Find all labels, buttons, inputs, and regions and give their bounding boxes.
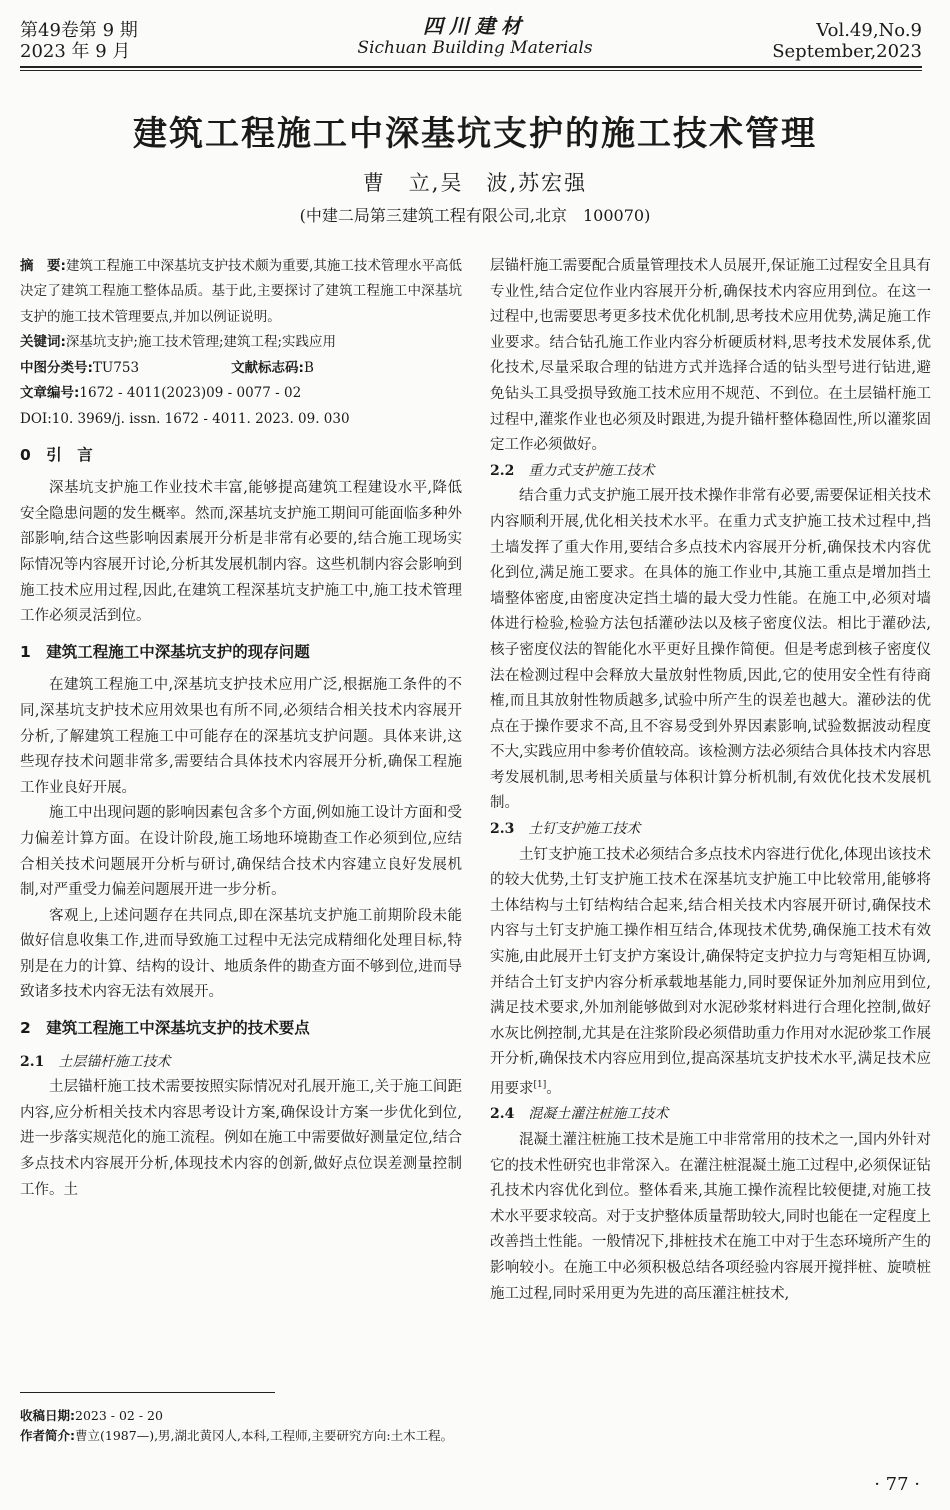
abstract-label: 摘 要: <box>20 258 66 274</box>
page-number: · 77 · <box>874 1474 920 1495</box>
doi-label: DOI: <box>20 411 52 427</box>
keywords-label: 关键词: <box>20 334 66 351</box>
article-no-value: 1672 - 4011(2023)09 - 0077 - 02 <box>79 385 302 402</box>
received-value: 2023 - 02 - 20 <box>75 1408 163 1423</box>
subsection-2-2-paragraph: 结合重力式支护施工展开技术操作非常有必要,需要保证相关技术内容顺利开展,优化相关技术水平。在重力式支护施工技术过程中,挡土墙发挥了重大作用,要结合多点技术内容展开分析,确保技术内容优化到位,满足施工要求。在具体的施工作业中,其施工重点是增加挡土墙整体密度,由密度决定挡土墙的最大受力性能。在施工中,必须对墙体进行检验,检验方法包括灌砂法以及核子密度仪法。相比于灌砂法,核子密度仪法的智能化水平更好且操作简便。但是考虑到核子密度仪法在检测过程中会释放大量放射性物质,因此,它的使用安全性有待商榷,而且其放射性物质越多,试验中所产生的误差也越大。灌砂法的优点在于操作要求不高,且不容易受到外界因素影响,试验数据波动程度不大,实践应用中参考价值较高。该检测方法必须结合具体技术内容思考发展机制,思考相关质量与体积计算分析机制,有效优化技术发展机制。 <box>490 488 931 812</box>
classification-line <box>20 356 462 382</box>
doi-value: 10. 3969/j. issn. 1672 - 4011. 2023. 09. 030 <box>51 411 350 427</box>
clc-value: TU753 <box>92 359 140 376</box>
subsection-2-1-title: 土层锚杆施工技术 <box>58 1053 171 1070</box>
subsection-2-2-title: 重力式支护施工技术 <box>528 462 655 479</box>
abstract-text: 建筑工程施工中深基坑支护技术颇为重要,其施工技术管理水平高低决定了建筑工程施工整体品质。基于此,主要探讨了建筑工程施工中深基坑支护的施工技术管理要点,并加以例证说明。 <box>20 258 462 325</box>
right-column <box>490 254 931 1307</box>
author-bio-text: 曹立(1987—),男,湖北黄冈人,本科,工程师,主要研究方向:土木工程。 <box>75 1428 454 1443</box>
subsection-2-4-title: 混凝土灌注桩施工技术 <box>528 1106 669 1123</box>
doc-code-label: 文献标志码: <box>231 359 304 376</box>
footnote <box>20 1406 468 1446</box>
subsection-2-3-title: 土钉支护施工技术 <box>528 821 641 838</box>
article-number-line <box>20 381 462 407</box>
section-1-paragraph-1: 在建筑工程施工中,深基坑支护技术应用广泛,根据施工条件的不同,深基坑支护技术应用效果也有所不同,必须结合相关技术内容展开分析,了解建筑工程施工中可能存在的深基坑支护问题。具体来讲,这些现存技术问题非常多,需要结合具体技术内容展开分析,确保工程施工作业良好开展。 <box>20 677 462 796</box>
subsection-2-4-heading <box>490 1102 931 1128</box>
header-volume-en <box>772 20 922 62</box>
author-bio-label: 作者简介: <box>20 1428 75 1443</box>
subsection-2-3-heading <box>490 817 931 843</box>
subsection-2-4-paragraph: 混凝土灌注桩施工技术是施工中非常常用的技术之一,国内外针对它的技术性研究也非常深入。在灌注桩混凝土施工过程中,必须保证钻孔技术内容优化到位。整体看来,其施工操作流程比较便捷,对施工技术水平要求较高。对于支护整体质量帮助较大,同时也能在一定程度上改善挡土性能。一般情况下,排桩技术在施工中对于生态环境所产生的影响较小。在施工中必须积极总结各项经验内容展开搅拌桩、旋喷桩施工过程,同时采用更为先进的高压灌注桩技术, <box>490 1132 931 1302</box>
header-rule-thick <box>20 66 922 68</box>
subsection-2-3-paragraph: 土钉支护施工技术必须结合多点技术内容进行优化,体现出该技术的较大优势,土钉支护施工技术在深基坑支护施工中比较常用,能够将土体结构与土钉结构结合起来,结合相关技术内容展开研讨,确保技术内容与土钉支护施工操作相互结合,体现技术优势,确保施工技术有效实施,由此展开土钉支护方案设计,确保特定支护拉力与弯矩相互协调,并结合土钉支护内容分析承载地基能力,同时要保证外加剂应用到位,满足技术要求,外加剂能够做到对水泥砂浆材料进行合理化控制,做好水灰比例控制,尤其是在注浆阶段必须借助重力作用对水泥砂浆工作展开分析,确保技术内容应用到位,提高深基坑支护技术水平,满足技术应用要求[1]。 <box>490 846 931 1097</box>
received-date <box>20 1406 468 1426</box>
doi-line <box>20 407 462 433</box>
subsection-2-4-number: 2.4 <box>490 1106 515 1123</box>
doc-code-value: B <box>303 359 314 376</box>
subsection-2-1-continuation: 层锚杆施工需要配合质量管理技术人员展开,保证施工过程安全且具有专业性,结合定位作业内容展开分析,确保技术内容应用到位。在这一过程中,也需要思考更多技术优化机制,思考技术应用优势,满足施工作业要求。结合钻孔施工作业内容分析硬质材料,思考技术发展体系,优化技术,尽量采取合理的钻进方式并选择合适的钻头型号进行钻进,避免钻头工具受损导致施工技术应用不规范、不到位。在土层锚杆施工过程中,灌浆作业也必须及时跟进,为提升锚杆整体稳固性,所以灌浆固定工作必须做好。 <box>490 258 931 454</box>
article-title: 建筑工程施工中深基坑支护的施工技术管理 <box>133 114 817 154</box>
subsection-2-3-number: 2.3 <box>490 821 515 838</box>
keywords-text: 深基坑支护;施工技术管理;建筑工程;实践应用 <box>65 334 337 351</box>
journal-name-en: Sichuan Building Materials <box>357 38 593 58</box>
section-1-heading: 1 建筑工程施工中深基坑支护的现存问题 <box>20 642 310 661</box>
section-1-paragraph-3: 客观上,上述问题存在共同点,即在深基坑支护施工前期阶段未能做好信息收集工作,进而导致施工过程中无法完成精细化处理目标,特别是在力的计算、结构的设计、地质条件的勘查方面不够到位,进而导致诸多技术内容无法有效展开。 <box>20 907 462 1001</box>
subsection-2-2-number: 2.2 <box>490 462 515 479</box>
section-2-heading: 2 建筑工程施工中深基坑支护的技术要点 <box>20 1019 310 1038</box>
section-0-paragraph: 深基坑支护施工作业技术丰富,能够提高建筑工程建设水平,降低安全隐患问题的发生概率。然而,深基坑支护施工期间可能面临多种外部影响,结合这些影响因素展开分析是非常有必要的,结合施工现场实际情况等内容展开讨论,分析其发展机制内容。这些机制内容会影响到施工技术应用过程,因此,在建筑工程深基坑支护施工中,施工技术管理工作必须灵活到位。 <box>20 480 462 625</box>
subsection-2-1-heading <box>20 1050 462 1076</box>
keywords <box>20 330 462 356</box>
subsection-2-2-heading <box>490 459 931 485</box>
article-affiliation: (中建二局第三建筑工程有限公司,北京 100070) <box>299 206 651 225</box>
article-no-label: 文章编号: <box>20 385 80 402</box>
clc-label: 中图分类号: <box>20 359 93 376</box>
header-date-en: September,2023 <box>772 41 922 62</box>
subsection-2-3-text: 土钉支护施工技术必须结合多点技术内容进行优化,体现出该技术的较大优势,土钉支护施工技术在深基坑支护施工中比较常用,能够将土体结构与土钉结构结合起来,结合相关技术内容展开研讨,确保技术内容与土钉支护施工操作相互结合,体现技术优势,确保施工技术有效实施,由此展开土钉支护方案设计,确保特定支护拉力与弯矩相互协调,并结合土钉支护内容分析承载地基能力,同时要保证外加剂应用到位,满足技术要求,外加剂能够做到对水泥砂浆材料进行合理化控制,做好水灰比例控制,尤其是在注浆阶段必须借助重力作用对水泥砂浆工作展开分析,确保技术内容应用到位,提高深基坑支护技术水平,满足技术应用要求 <box>490 846 931 1097</box>
header-vol-no: Vol.49,No.9 <box>816 20 922 41</box>
header-rule-thin <box>20 70 922 71</box>
section-1-paragraph-2: 施工中出现问题的影响因素包含多个方面,例如施工设计方面和受力偏差计算方面。在设计阶段,施工场地环境勘查工作必须到位,应结合相关技术问题展开分析与研讨,确保结合技术内容建立良好发展机制,对严重受力偏差问题展开进一步分析。 <box>20 805 462 899</box>
received-label: 收稿日期: <box>20 1408 75 1423</box>
section-0-heading: 0 引 言 <box>20 445 93 464</box>
header-volume-issue: 第49卷第 9 期 <box>20 20 138 41</box>
header-date-cn: 2023 年 9 月 <box>20 41 131 62</box>
author-bio <box>20 1426 468 1446</box>
citation-ref-1: [1] <box>533 1080 547 1090</box>
journal-logo: 四川建材 <box>423 14 527 38</box>
subsection-2-1-number: 2.1 <box>20 1053 45 1070</box>
abstract <box>20 254 462 330</box>
article-authors: 曹 立,吴 波,苏宏强 <box>362 171 588 195</box>
left-column <box>20 254 462 1203</box>
footnote-rule <box>20 1392 275 1393</box>
subsection-2-1-paragraph: 土层锚杆施工技术需要按照实际情况对孔展开施工,关于施工间距内容,应分析相关技术内容思考设计方案,确保设计方案一步优化到位,进一步落实规范化的施工流程。例如在施工中需要做好测量定位,结合多点技术内容展开分析,体现技术内容的创新,做好点位误差测量控制工作。土 <box>20 1079 462 1198</box>
